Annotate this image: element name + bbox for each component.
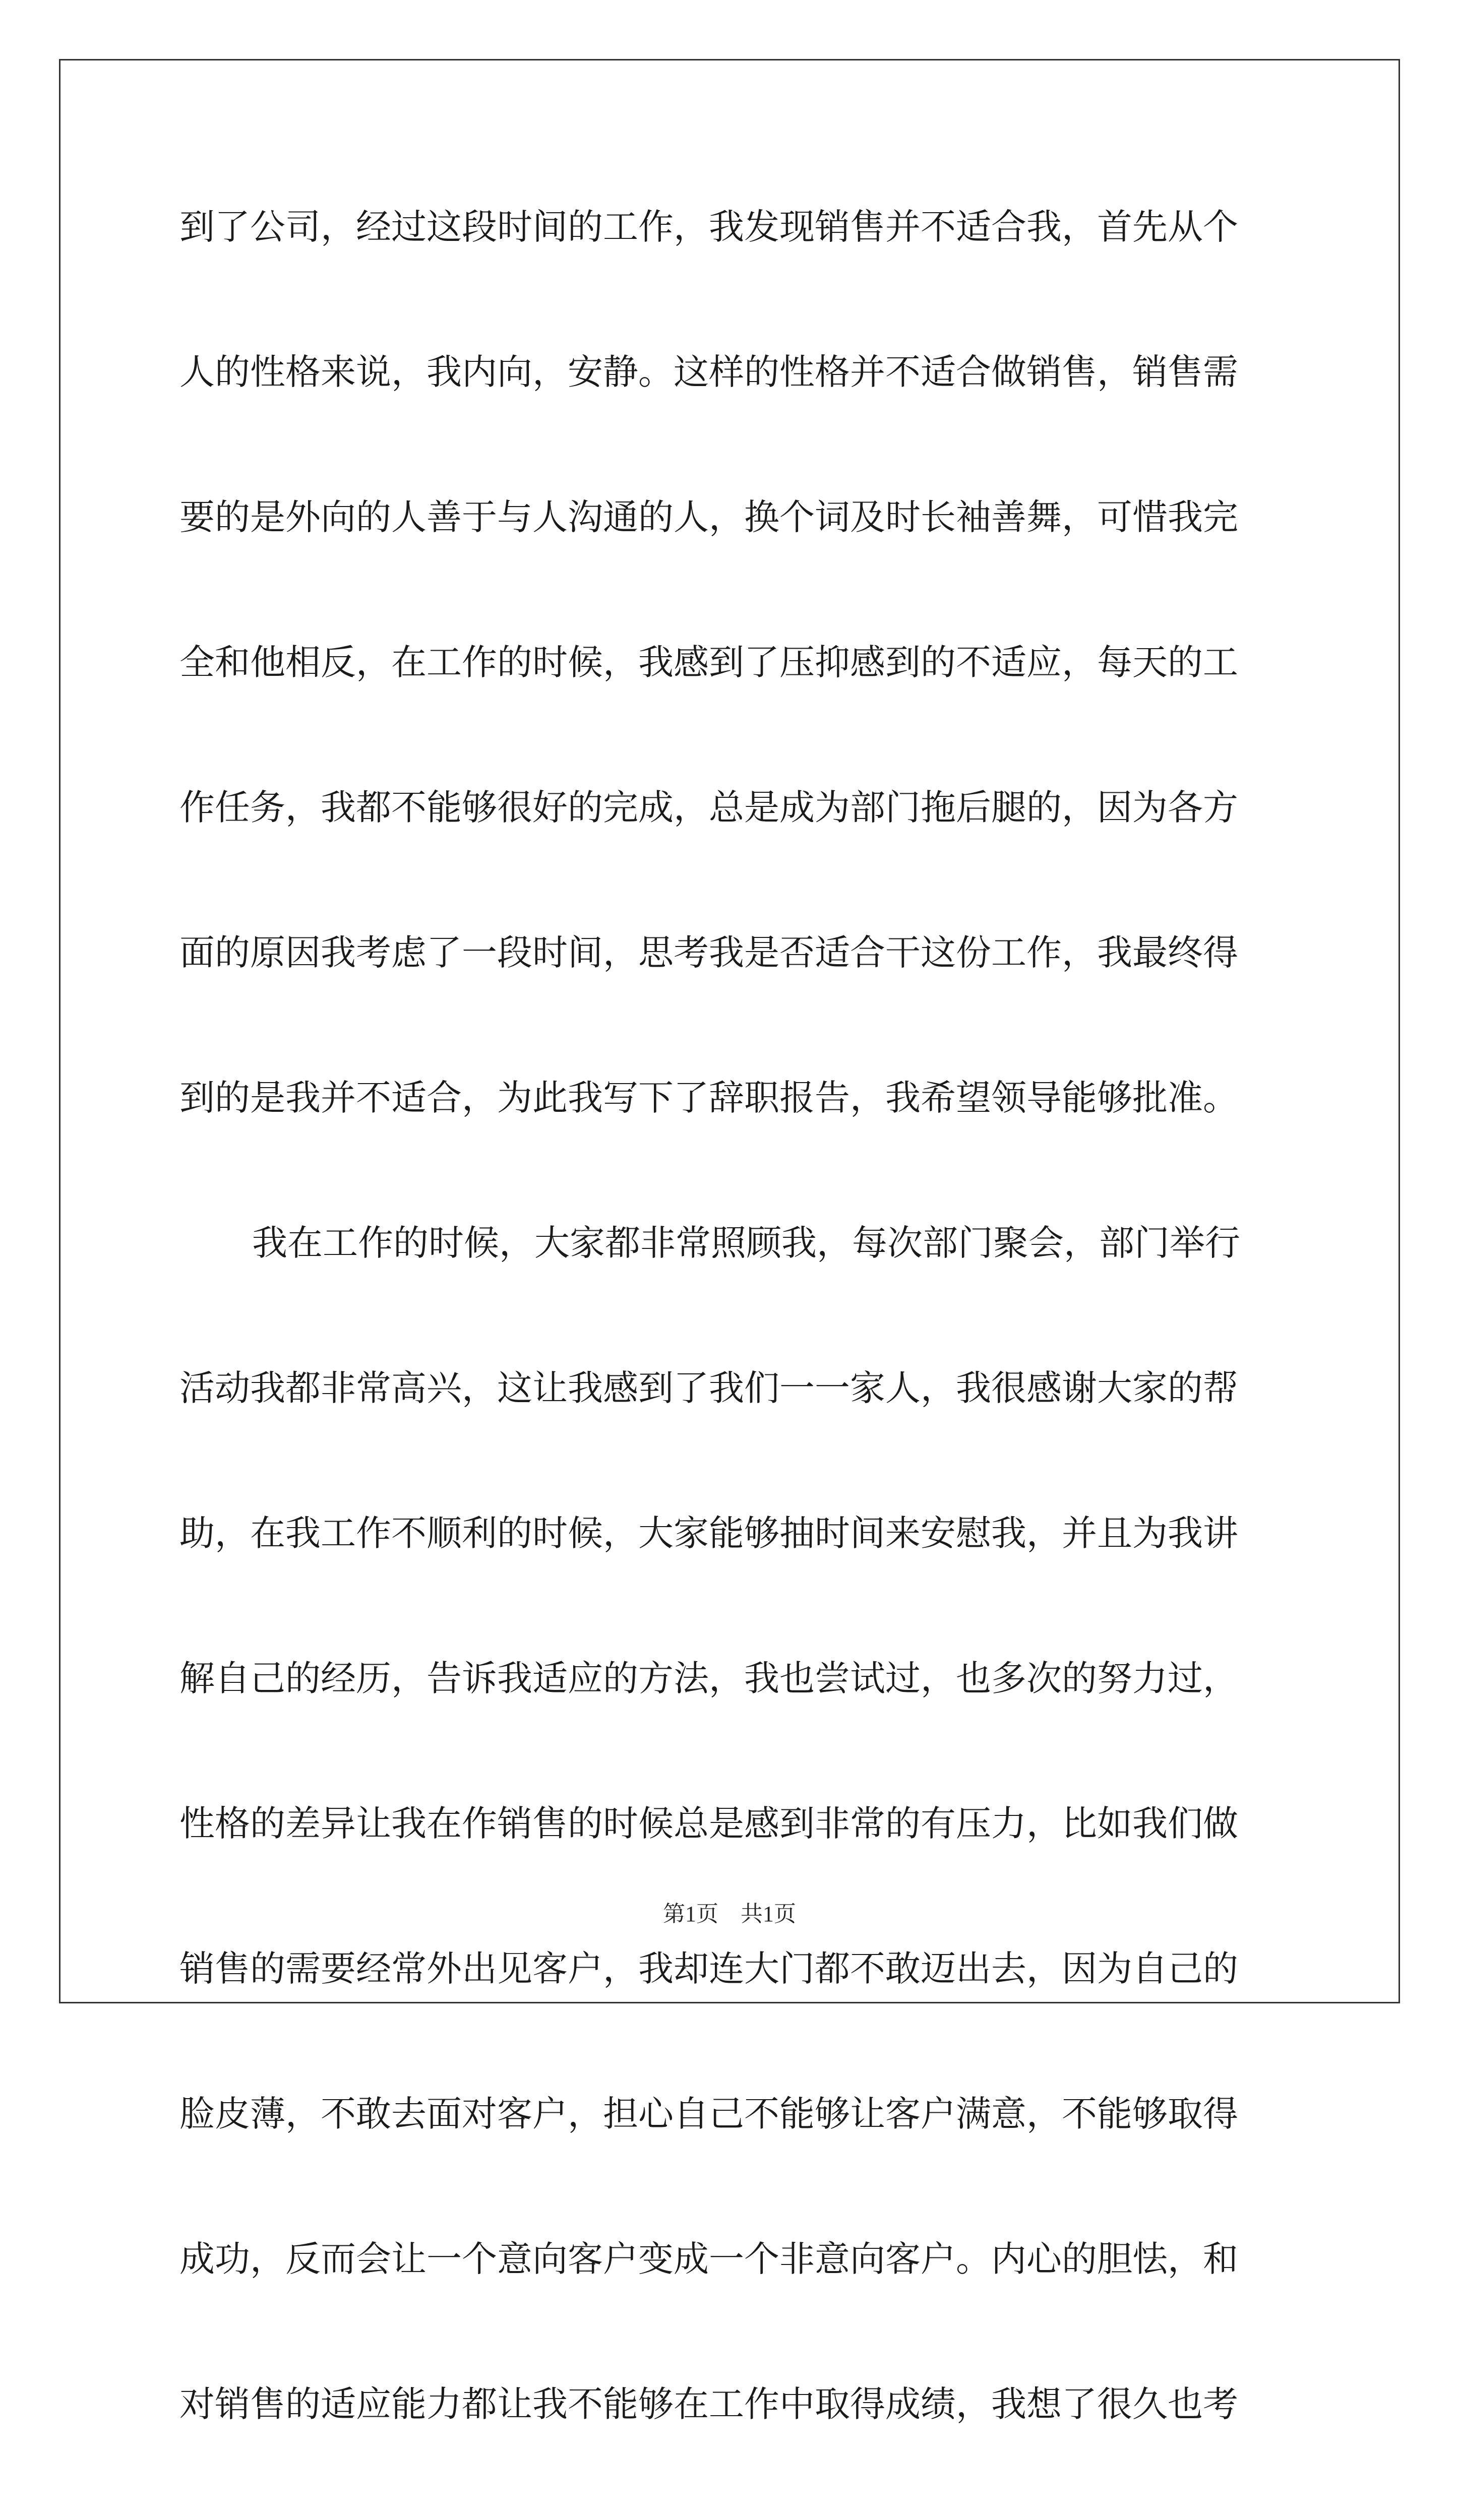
page-number: 第1页	[663, 1902, 718, 1926]
text-line: 全和他相反，在工作的时候，我感到了压抑感到的不适应，每天的工	[179, 642, 1238, 683]
text-line: 到了公司，经过这段时间的工作，我发现销售并不适合我，首先从个	[179, 206, 1238, 247]
page-total: 共1页	[741, 1902, 796, 1926]
text-line: 到的是我并不适合，为此我写下了辞职报告，我希望领导能够批准。	[179, 1077, 1238, 1118]
text-line: 对销售的适应能力都让我不能够在工作中取得成绩，我想了很久也考	[179, 2383, 1238, 2425]
text-line: 助，在我工作不顺利的时候，大家能够抽时间来安慰我，并且为我讲	[179, 1513, 1238, 1554]
text-line: 解自己的经历，告诉我适应的方法，我也尝试过，也多次的努力过，	[179, 1658, 1238, 1699]
text-line: 面的原因我考虑了一段时间，思考我是否适合干这份工作，我最终得	[179, 932, 1238, 973]
text-line: 性格的差异让我在作销售的时候总是感到非常的有压力，比如我们做	[179, 1803, 1238, 1844]
text-line: 销售的需要经常外出见客户，我却连大门都不敢迈出去，因为自己的	[179, 1948, 1238, 1989]
text-line: 要的是外向的人善于与人沟通的人，换个词及时长袖善舞，可惜我完	[179, 496, 1238, 538]
document-body	[179, 192, 1282, 2520]
page-footer	[0, 1899, 1459, 1929]
text-line: 活动我都非常高兴，这让我感到了我们一一家人，我很感谢大家的帮	[179, 1367, 1238, 1409]
text-line: 脸皮薄，不敢去面对客户，担心自己不能够让客户满意，不能够取得	[179, 2093, 1238, 2134]
text-line: 作任务，我都不能够很好的完成，总是成为部门拖后腿的，因为各方	[179, 787, 1238, 828]
text-line: 成功，反而会让一个意向客户变成一个非意向客户。内心的胆怯，和	[179, 2238, 1238, 2280]
paragraph-start-line: 我在工作的时候，大家都非常照顾我，每次部门聚会，部门举行	[252, 1222, 1240, 1264]
text-line: 人的性格来说，我内向，安静。这样的性格并不适合做销售，销售需	[179, 351, 1238, 393]
text-line	[179, 2514, 1282, 2520]
